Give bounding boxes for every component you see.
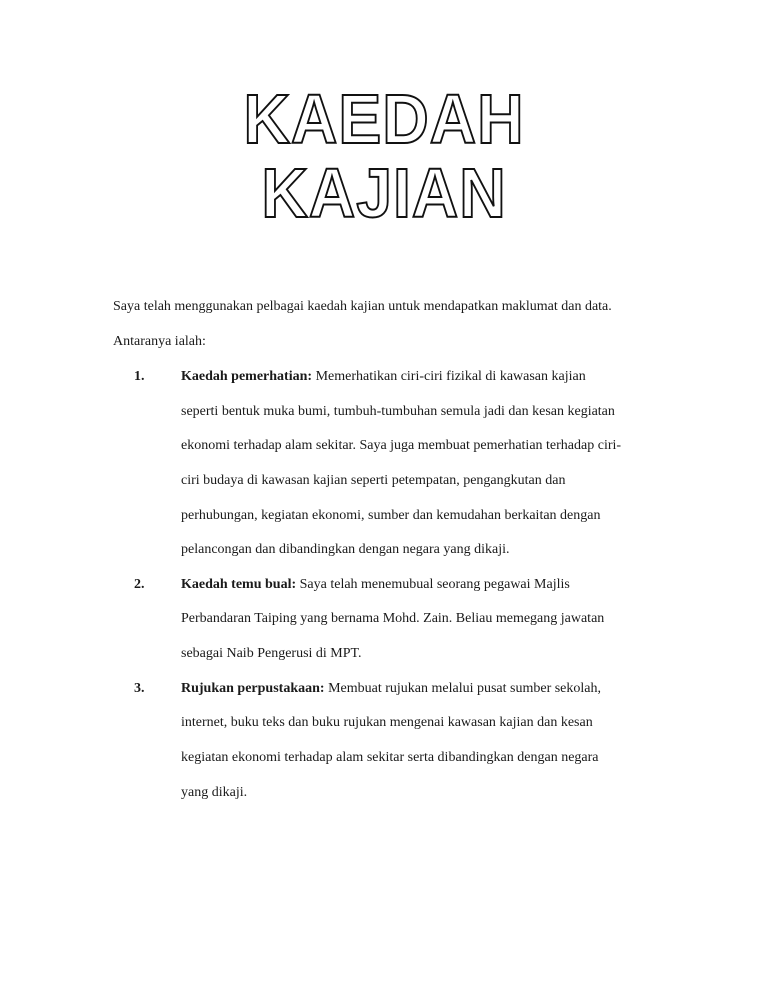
list-item-heading: Kaedah pemerhatian: [181,369,313,384]
list-item-text: sebagai Naib Pengerusi di MPT. [181,646,362,661]
list-item-heading: Rujukan perpustakaan: [181,681,325,696]
list-item-number: 2. [134,577,145,592]
list-item-text: Saya telah menemubual seorang pegawai Majlis [296,577,570,592]
intro-line-2: Antaranya ialah: [113,334,206,349]
document-title-line-1: KAEDAH [243,80,525,158]
list-item-number: 3. [134,681,145,696]
list-item-text: perhubungan, kegiatan ekonomi, sumber dan kemudahan berkaitan dengan [181,508,601,523]
list-item-text: internet, buku teks dan buku rujukan mengenai kawasan kajian dan kesan [181,715,593,730]
list-item-text: ciri budaya di kawasan kajian seperti petempatan, pengangkutan dan [181,473,566,488]
list-item-first-line [181,680,601,698]
list-item-number: 1. [134,369,145,384]
list-item-text: Membuat rujukan melalui pusat sumber sekolah, [324,681,602,696]
intro-line-1: Saya telah menggunakan pelbagai kaedah kajian untuk mendapatkan maklumat dan data. [113,299,612,314]
list-item-text: Perbandaran Taiping yang bernama Mohd. Zain. Beliau memegang jawatan [181,611,605,626]
list-item-text: Memerhatikan ciri-ciri fizikal di kawasan kajian [312,369,586,384]
list-item-first-line [181,368,586,386]
list-item-first-line [181,576,570,594]
list-item-text: yang dikaji. [181,785,248,800]
list-item-text: kegiatan ekonomi terhadap alam sekitar serta dibandingkan dengan negara [181,750,599,765]
document-title-line-2: KAJIAN [261,154,507,232]
list-item-text: pelancongan dan dibandingkan dengan negara yang dikaji. [181,542,510,557]
list-item-text: ekonomi terhadap alam sekitar. Saya juga membuat pemerhatian terhadap ciri- [181,438,622,453]
list-item-text: seperti bentuk muka bumi, tumbuh-tumbuhan semula jadi dan kesan kegiatan [181,404,615,419]
list-item-heading: Kaedah temu bual: [181,577,297,592]
